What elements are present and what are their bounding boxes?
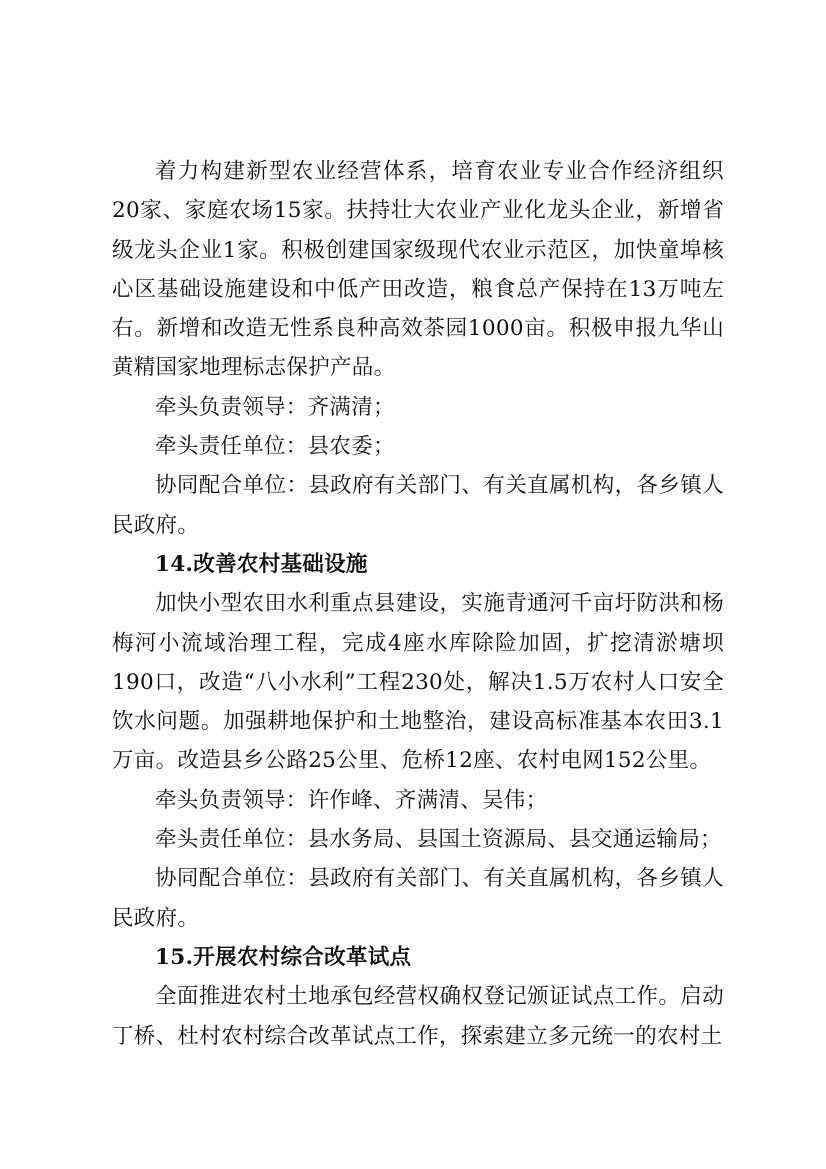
paragraph-agriculture-system: 着力构建新型农业经营体系，培育农业专业合作经济组织20家、家庭农场15家。扶持壮大农业产业化龙头企业，新增省级龙头企业1家。积极创建国家级现代农业示范区，加快童埠核心区基础设施建设和中低产田改造，粮食总产保持在13万吨左右。新增和改造无性系良种高效茶园1000亩。积极申报九华山黄精国家地理标志保护产品。: [112, 159, 724, 381]
document-page: [112, 152, 724, 1056]
lead-leader-line: 牵头负责领导：齐满清；: [155, 394, 395, 420]
cooperating-unit-line: 协同配合单位：县政府有关部门、有关直属机构，各乡镇人民政府。: [112, 473, 724, 538]
lead-unit-line: 牵头责任单位：县农委；: [155, 434, 395, 460]
section-heading-14: 14.改善农村基础设施: [155, 551, 368, 577]
cooperating-unit-line: 协同配合单位：县政府有关部门、有关直属机构，各乡镇人民政府。: [112, 866, 724, 931]
paragraph-rural-reform: 全面推进农村土地承包经营权确权登记颁证试点工作。启动丁桥、杜村农村综合改革试点工作，探索建立多元统一的农村土: [112, 984, 724, 1049]
lead-leader-line: 牵头负责领导：许作峰、齐满清、吴伟；: [155, 787, 548, 813]
lead-unit-line: 牵头责任单位：县水务局、县国土资源局、县交通运输局；: [155, 827, 722, 853]
paragraph-rural-infrastructure: 加快小型农田水利重点县建设，实施青通河千亩圩防洪和杨梅河小流域治理工程，完成4座水库除险加固，扩挖清淤塘坝190口，改造“八小水利”工程230处，解决1.5万农村人口安全饮水问题。加强耕地保护和土地整治，建设高标准基本农田3.1万亩。改造县乡公路25公里、危桥12座、农村电网152公里。: [112, 591, 724, 774]
section-heading-15: 15.开展农村综合改革试点: [155, 944, 412, 970]
